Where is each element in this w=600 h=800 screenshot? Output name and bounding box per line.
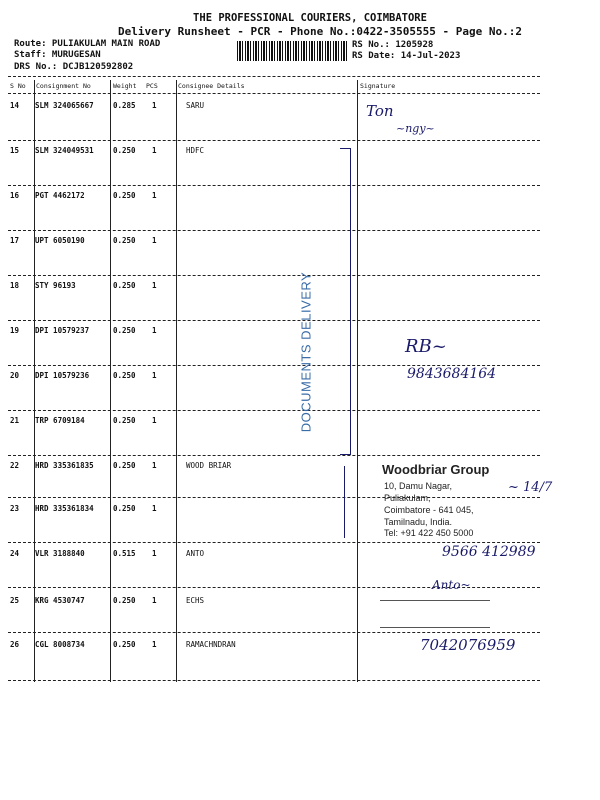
row-weight: 0.250: [113, 596, 136, 605]
row-divider: [8, 185, 540, 186]
row-sno: 18: [10, 281, 20, 290]
row-pcs: 1: [152, 146, 157, 155]
row-pcs: 1: [152, 281, 157, 290]
row-divider: [8, 140, 540, 141]
row-sno: 16: [10, 191, 20, 200]
row-divider: [8, 497, 540, 498]
row-pcs: 1: [152, 416, 157, 425]
row-consignee: WOOD BRIAR: [186, 461, 232, 470]
woodbriar-stamp-line: Tamilnadu, India.: [384, 517, 453, 527]
row-divider: [8, 680, 540, 681]
row-consignment: VLR 3188840: [35, 549, 85, 558]
row-pcs: 1: [152, 371, 157, 380]
row-consignment: KRG 4530747: [35, 596, 85, 605]
row-consignment: SLM 324065667: [35, 101, 94, 110]
row-sno: 26: [10, 640, 20, 649]
row-weight: 0.250: [113, 371, 136, 380]
phone-row24: 9566 412989: [442, 544, 536, 560]
row-weight: 0.250: [113, 146, 136, 155]
row-weight: 0.250: [113, 191, 136, 200]
col-pcs: PCS: [146, 82, 158, 90]
row-consignee: SARU: [186, 101, 205, 110]
row-divider: [8, 320, 540, 321]
phone-row19: 9843684164: [407, 366, 497, 382]
row-weight: 0.250: [113, 236, 136, 245]
woodbriar-stamp-line: 10, Damu Nagar,: [384, 481, 453, 491]
row-weight: 0.250: [113, 461, 136, 470]
row-consignment: CGL 8008734: [35, 640, 85, 649]
row-sno: 19: [10, 326, 20, 335]
row-pcs: 1: [152, 191, 157, 200]
col-sno: S No: [10, 82, 26, 90]
row-pcs: 1: [152, 326, 157, 335]
header-bottom-divider: [8, 93, 540, 94]
row-sno: 23: [10, 504, 20, 513]
row-weight: 0.250: [113, 326, 136, 335]
row-pcs: 1: [152, 596, 157, 605]
woodbriar-stamp-line: Puliakulam,: [384, 493, 431, 503]
row-weight: 0.250: [113, 504, 136, 513]
row-pcs: 1: [152, 549, 157, 558]
col-divider: [34, 80, 35, 682]
echs-stamp: [380, 594, 490, 634]
woodbriar-stamp-name: Woodbriar Group: [382, 462, 490, 477]
col-weight: Weight: [113, 82, 137, 90]
row-sno: 25: [10, 596, 20, 605]
col-consignee: Consignee Details: [178, 82, 245, 90]
row-divider: [8, 410, 540, 411]
row-pcs: 1: [152, 236, 157, 245]
row-sno: 17: [10, 236, 20, 245]
echs-stamp-graphic: [380, 600, 490, 628]
row-pcs: 1: [152, 461, 157, 470]
row-sno: 20: [10, 371, 20, 380]
col-signature: Signature: [360, 82, 396, 90]
rs-date: RS Date: 14-Jul-2023: [352, 51, 461, 61]
col-divider: [357, 80, 358, 682]
rs-number: RS No.: 1205928: [352, 40, 434, 50]
col-consignment: Consignment No: [36, 82, 91, 90]
row-weight: 0.250: [113, 416, 136, 425]
row-consignment: UPT 6050190: [35, 236, 85, 245]
row-consignment: HRD 335361835: [35, 461, 94, 470]
route-label: Route: PULIAKULAM MAIN ROAD: [14, 39, 161, 49]
row-consignee: ANTO: [186, 549, 205, 558]
handwritten-bracket: [336, 466, 345, 538]
row-weight: 0.515: [113, 549, 136, 558]
row-sno: 22: [10, 461, 20, 470]
row-consignment: HRD 335361834: [35, 504, 94, 513]
phone-row26: 7042076959: [420, 636, 516, 654]
signature-row25: Anto~: [432, 578, 471, 592]
row-sno: 21: [10, 416, 20, 425]
drs-number: DRS No.: DCJB120592802: [14, 62, 134, 72]
col-divider: [110, 80, 111, 682]
row-consignee: ECHS: [186, 596, 205, 605]
row-divider: [8, 542, 540, 543]
woodbriar-stamp-line: Coimbatore - 641 045,: [384, 505, 474, 515]
row-sno: 14: [10, 101, 20, 110]
signature-row19: RB~: [405, 336, 447, 357]
row-weight: 0.250: [113, 281, 136, 290]
runsheet-subtitle: Delivery Runsheet - PCR - Phone No.:0422-3505555 - Page No.:2: [118, 25, 522, 38]
signature-row22: ~ 14/7: [508, 480, 553, 495]
col-divider: [176, 80, 177, 682]
row-divider: [8, 275, 540, 276]
row-pcs: 1: [152, 640, 157, 649]
row-divider: [8, 230, 540, 231]
row-divider: [8, 455, 540, 456]
row-consignment: PGT 4462172: [35, 191, 85, 200]
row-consignee: RAMACHNDRAN: [186, 640, 236, 649]
row-sno: 15: [10, 146, 20, 155]
row-consignment: TRP 6709184: [35, 416, 85, 425]
signature-scribble: ~ngy~: [396, 122, 435, 135]
header-top-divider: [8, 76, 540, 77]
staff-label: Staff: MURUGESAN: [14, 50, 101, 60]
row-weight: 0.285: [113, 101, 136, 110]
row-consignment: STY 96193: [35, 281, 76, 290]
row-consignee: HDFC: [186, 146, 205, 155]
row-consignment: SLM 324049531: [35, 146, 94, 155]
company-title: THE PROFESSIONAL COURIERS, COIMBATORE: [193, 12, 427, 24]
row-consignment: DPI 10579237: [35, 326, 90, 335]
row-pcs: 1: [152, 504, 157, 513]
documents-delivery-stamp: DOCUMENTS DELIVERY: [298, 271, 314, 433]
barcode: [237, 41, 347, 61]
handwritten-bracket: [340, 148, 351, 455]
row-weight: 0.250: [113, 640, 136, 649]
woodbriar-stamp-phone: Tel: +91 422 450 5000: [384, 528, 474, 538]
row-pcs: 1: [152, 101, 157, 110]
row-consignment: DPI 10579236: [35, 371, 90, 380]
signature-row14: Ton: [366, 102, 394, 120]
row-sno: 24: [10, 549, 20, 558]
